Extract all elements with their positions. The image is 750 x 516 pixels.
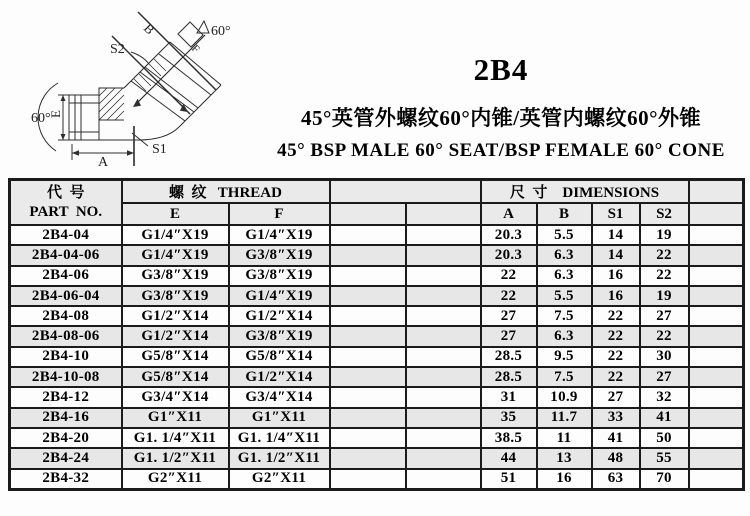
cell-a: 38.5: [481, 428, 537, 448]
cell-e: G1/4″X19: [122, 225, 229, 245]
header-dimensions: 尺 寸 DIMENSIONS: [481, 180, 689, 204]
cell-e: G1. 1/4″X11: [122, 428, 229, 448]
cell-e: G1/2″X14: [122, 306, 229, 326]
empty-cell: [330, 245, 406, 265]
header-col-e: E: [122, 203, 229, 225]
empty-cell: [689, 469, 744, 490]
cell-b: 16: [537, 469, 592, 490]
cell-b: 7.5: [537, 367, 592, 387]
header-empty-middle: [330, 180, 481, 204]
empty-cell: [330, 387, 406, 407]
cell-s1: 22: [592, 367, 640, 387]
cell-s2: 30: [640, 347, 689, 367]
header-part-no-en: PART NO.: [29, 203, 103, 220]
cell-part: 2B4-24: [10, 448, 122, 468]
empty-cell: [689, 428, 744, 448]
empty-cell: [330, 225, 406, 245]
cell-a: 20.3: [481, 225, 537, 245]
cell-a: 28.5: [481, 347, 537, 367]
cell-b: 10.9: [537, 387, 592, 407]
empty-cell: [689, 367, 744, 387]
empty-cell: [330, 469, 406, 490]
table-row: [10, 428, 744, 448]
empty-cell: [689, 387, 744, 407]
cell-a: 27: [481, 326, 537, 346]
title-chinese: 45°英管外螺纹60°内锥/英管内螺纹60°外锥: [300, 106, 702, 130]
empty-cell: [689, 225, 744, 245]
header-empty-right: [689, 180, 744, 204]
cell-b: 5.5: [537, 286, 592, 306]
cell-part: 2B4-12: [10, 387, 122, 407]
cell-part: 2B4-04-06: [10, 245, 122, 265]
cell-s1: 16: [592, 266, 640, 286]
empty-cell: [406, 448, 481, 468]
empty-cell: [406, 367, 481, 387]
cell-s2: 19: [640, 286, 689, 306]
cell-s1: 41: [592, 428, 640, 448]
cell-b: 5.5: [537, 225, 592, 245]
cell-s2: 27: [640, 367, 689, 387]
cell-a: 35: [481, 408, 537, 428]
empty-cell: [330, 306, 406, 326]
cell-f: G3/8″X19: [229, 266, 330, 286]
cell-part: 2B4-08-06: [10, 326, 122, 346]
empty-cell: [689, 448, 744, 468]
table-row: [10, 245, 744, 265]
cell-e: G1/4″X19: [122, 245, 229, 265]
table-row: [10, 408, 744, 428]
cell-s2: 22: [640, 245, 689, 265]
header-col-f: F: [229, 203, 330, 225]
cell-a: 51: [481, 469, 537, 490]
header-col-a: A: [481, 203, 537, 225]
cell-s1: 14: [592, 225, 640, 245]
cell-s1: 27: [592, 387, 640, 407]
cell-part: 2B4-04: [10, 225, 122, 245]
model-number: 2B4: [473, 52, 529, 87]
label-f: F: [188, 42, 202, 56]
empty-cell: [689, 266, 744, 286]
empty-cell: [406, 326, 481, 346]
empty-cell: [406, 286, 481, 306]
label-b: B: [140, 20, 158, 38]
empty-cell: [330, 326, 406, 346]
cell-part: 2B4-10: [10, 347, 122, 367]
cell-f: G1/4″X19: [229, 225, 330, 245]
cell-b: 6.3: [537, 245, 592, 265]
cell-a: 44: [481, 448, 537, 468]
cell-b: 9.5: [537, 347, 592, 367]
cell-f: G1. 1/4″X11: [229, 428, 330, 448]
cell-part: 2B4-08: [10, 306, 122, 326]
cell-s1: 22: [592, 347, 640, 367]
header-col-b: B: [537, 203, 592, 225]
cell-f: G1″X11: [229, 408, 330, 428]
empty-cell: [330, 408, 406, 428]
cell-s2: 22: [640, 266, 689, 286]
cell-s2: 50: [640, 428, 689, 448]
cell-s1: 16: [592, 286, 640, 306]
label-cone-angle: 60°: [31, 111, 51, 126]
empty-cell: [406, 428, 481, 448]
empty-cell: [689, 245, 744, 265]
cell-part: 2B4-10-08: [10, 367, 122, 387]
cell-b: 13: [537, 448, 592, 468]
empty-cell: [330, 266, 406, 286]
cell-e: G5/8″X14: [122, 347, 229, 367]
table-row: [10, 225, 744, 245]
empty-cell: [689, 347, 744, 367]
cell-f: G3/8″X19: [229, 326, 330, 346]
empty-cell: [406, 347, 481, 367]
cell-a: 27: [481, 306, 537, 326]
cell-part: 2B4-32: [10, 469, 122, 490]
empty-cell: [689, 326, 744, 346]
cell-f: G2″X11: [229, 469, 330, 490]
empty-cell: [406, 408, 481, 428]
cell-s2: 41: [640, 408, 689, 428]
cell-a: 22: [481, 286, 537, 306]
table-row: [10, 286, 744, 306]
cell-part: 2B4-16: [10, 408, 122, 428]
cell-s1: 22: [592, 326, 640, 346]
cell-e: G5/8″X14: [122, 367, 229, 387]
empty-cell: [689, 408, 744, 428]
cell-b: 7.5: [537, 306, 592, 326]
table-row: [10, 347, 744, 367]
cell-s2: 22: [640, 326, 689, 346]
cell-s1: 63: [592, 469, 640, 490]
fitting-drawing-svg: [0, 0, 235, 175]
title-english: 45° BSP MALE 60° SEAT/BSP FEMALE 60° CONE: [277, 140, 725, 162]
cell-f: G1/2″X14: [229, 367, 330, 387]
cell-a: 20.3: [481, 245, 537, 265]
table-row: [10, 367, 744, 387]
empty-cell: [330, 448, 406, 468]
cell-e: G1. 1/2″X11: [122, 448, 229, 468]
cell-a: 22: [481, 266, 537, 286]
cell-b: 6.3: [537, 326, 592, 346]
empty-cell: [406, 225, 481, 245]
cell-f: G1/4″X19: [229, 286, 330, 306]
label-s2: S2: [110, 42, 125, 57]
cell-b: 11.7: [537, 408, 592, 428]
cell-s2: 55: [640, 448, 689, 468]
cell-f: G5/8″X14: [229, 347, 330, 367]
header-part-no-cn: 代 号: [46, 184, 85, 201]
header-empty-cell: [689, 203, 744, 225]
empty-cell: [406, 469, 481, 490]
header-empty-cell: [330, 203, 406, 225]
cell-f: G1. 1/2″X11: [229, 448, 330, 468]
cell-s2: 32: [640, 387, 689, 407]
table-row: [10, 326, 744, 346]
table-header-row-1: [10, 180, 744, 204]
title-block: [255, 54, 747, 163]
male-thread-outline: [69, 95, 99, 140]
dimensions-table: [8, 178, 745, 491]
cell-s1: 33: [592, 408, 640, 428]
label-s1: S1: [152, 142, 167, 157]
header-part-no: [10, 180, 122, 226]
header-col-s2: S2: [640, 203, 689, 225]
cell-e: G3/8″X19: [122, 266, 229, 286]
cell-s2: 70: [640, 469, 689, 490]
cell-f: G3/4″X14: [229, 387, 330, 407]
table-row: [10, 306, 744, 326]
cell-e: G1″X11: [122, 408, 229, 428]
table-row: [10, 448, 744, 468]
cell-e: G3/4″X14: [122, 387, 229, 407]
cell-b: 11: [537, 428, 592, 448]
table-row: [10, 387, 744, 407]
cell-e: G2″X11: [122, 469, 229, 490]
cell-s2: 19: [640, 225, 689, 245]
cell-s1: 48: [592, 448, 640, 468]
label-seat-angle: 60°: [211, 24, 231, 39]
cell-s2: 27: [640, 306, 689, 326]
cell-a: 28.5: [481, 367, 537, 387]
cell-f: G1/2″X14: [229, 306, 330, 326]
empty-cell: [689, 286, 744, 306]
empty-cell: [406, 266, 481, 286]
cell-part: 2B4-06: [10, 266, 122, 286]
cell-s1: 22: [592, 306, 640, 326]
empty-cell: [330, 428, 406, 448]
header-empty-cell: [406, 203, 481, 225]
header-thread: 螺 纹 THREAD: [122, 180, 330, 204]
technical-drawing: [0, 0, 235, 175]
cell-part: 2B4-20: [10, 428, 122, 448]
table-row: [10, 469, 744, 490]
cell-f: G3/8″X19: [229, 245, 330, 265]
empty-cell: [406, 245, 481, 265]
cell-e: G1/2″X14: [122, 326, 229, 346]
label-a: A: [98, 155, 109, 170]
header-col-s1: S1: [592, 203, 640, 225]
hatch-lines: [99, 59, 166, 120]
empty-cell: [330, 286, 406, 306]
cell-s1: 14: [592, 245, 640, 265]
cell-part: 2B4-06-04: [10, 286, 122, 306]
cell-b: 6.3: [537, 266, 592, 286]
cell-a: 31: [481, 387, 537, 407]
table-row: [10, 266, 744, 286]
empty-cell: [330, 347, 406, 367]
empty-cell: [406, 306, 481, 326]
label-e: E: [48, 110, 63, 118]
cell-e: G3/8″X19: [122, 286, 229, 306]
empty-cell: [406, 387, 481, 407]
table-body: [10, 225, 744, 489]
empty-cell: [689, 306, 744, 326]
empty-cell: [330, 367, 406, 387]
